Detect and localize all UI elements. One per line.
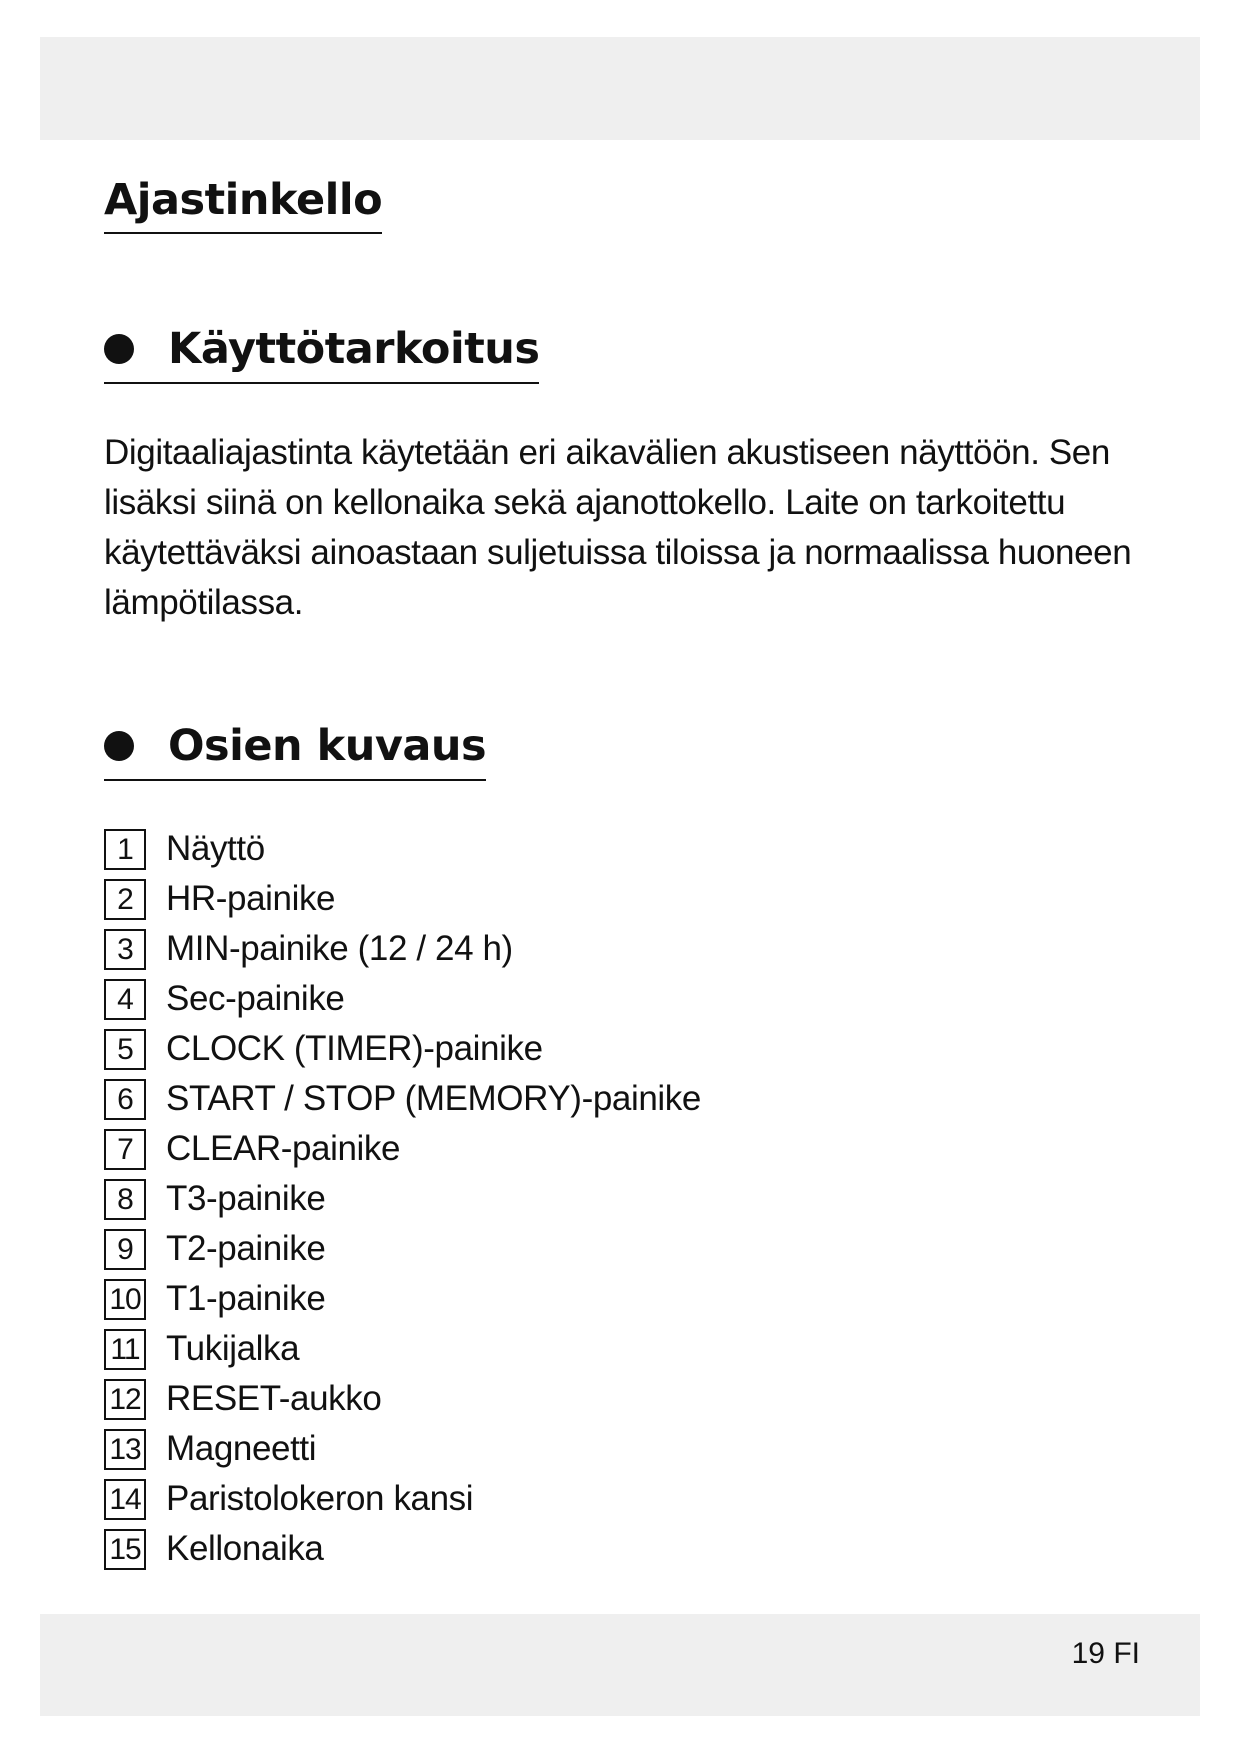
- item-number-box: 1: [104, 829, 146, 870]
- list-item: [104, 974, 701, 1024]
- list-item: [104, 1124, 701, 1174]
- parts-list: [104, 824, 701, 1574]
- item-label: Kellonaika: [166, 1529, 324, 1568]
- item-number-box: 5: [104, 1029, 146, 1070]
- section-heading-purpose: [104, 320, 539, 384]
- item-label: MIN-painike (12 / 24 h): [166, 929, 513, 968]
- bullet-icon: [104, 731, 134, 761]
- list-item: [104, 1374, 701, 1424]
- header-band: [40, 37, 1200, 140]
- list-item: [104, 1174, 701, 1224]
- item-label: Näyttö: [166, 829, 265, 868]
- item-number-box: 13: [104, 1429, 146, 1470]
- item-label: START / STOP (MEMORY)-painike: [166, 1079, 701, 1118]
- list-item: [104, 1024, 701, 1074]
- item-label: Magneetti: [166, 1429, 317, 1468]
- list-item: [104, 1224, 701, 1274]
- list-item: [104, 1074, 701, 1124]
- item-label: T3-painike: [166, 1179, 326, 1218]
- item-number-box: 3: [104, 929, 146, 970]
- page-number: 19 FI: [1071, 1637, 1140, 1670]
- item-number-box: 4: [104, 979, 146, 1020]
- item-number-box: 6: [104, 1079, 146, 1120]
- list-item: [104, 924, 701, 974]
- item-label: CLEAR-painike: [166, 1129, 401, 1168]
- item-number-box: 9: [104, 1229, 146, 1270]
- bullet-icon: [104, 334, 134, 364]
- item-number-box: 12: [104, 1379, 146, 1420]
- item-number-box: 7: [104, 1129, 146, 1170]
- item-number-box: 2: [104, 879, 146, 920]
- list-item: [104, 1324, 701, 1374]
- item-number-box: 15: [104, 1529, 146, 1570]
- item-label: Tukijalka: [166, 1329, 300, 1368]
- item-label: HR-painike: [166, 879, 336, 918]
- item-label: CLOCK (TIMER)-painike: [166, 1029, 543, 1068]
- list-item: [104, 1474, 701, 1524]
- section-heading-text: Käyttötarkoitus: [168, 324, 540, 374]
- item-label: T1-painike: [166, 1279, 326, 1318]
- page-title: Ajastinkello: [104, 170, 382, 234]
- list-item: [104, 874, 701, 924]
- item-number-box: 14: [104, 1479, 146, 1520]
- list-item: [104, 824, 701, 874]
- item-number-box: 10: [104, 1279, 146, 1320]
- item-number-box: 11: [104, 1329, 146, 1370]
- purpose-paragraph: Digitaaliajastinta käytetään eri aikavälien akustiseen näyttöön. Sen lisäksi siinä on kellonaika sekä ajanottokello. Laite on tarkoitettu käytettäväksi ainoastaan suljetuissa tiloissa ja normaalissa huoneen lämpötilassa.: [104, 433, 1132, 622]
- footer-band: [40, 1614, 1200, 1716]
- list-item: [104, 1424, 701, 1474]
- section-heading-parts: [104, 717, 486, 781]
- item-label: Paristolokeron kansi: [166, 1479, 474, 1518]
- item-number-box: 8: [104, 1179, 146, 1220]
- section-heading-text: Osien kuvaus: [168, 721, 487, 771]
- item-label: Sec-painike: [166, 979, 345, 1018]
- item-label: RESET-aukko: [166, 1379, 382, 1418]
- list-item: [104, 1524, 701, 1574]
- list-item: [104, 1274, 701, 1324]
- item-label: T2-painike: [166, 1229, 326, 1268]
